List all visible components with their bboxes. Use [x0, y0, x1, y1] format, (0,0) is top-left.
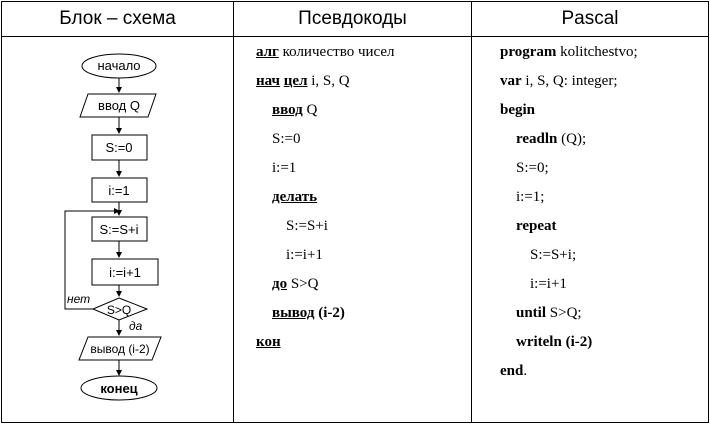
code-line: [256, 241, 471, 270]
code-text: количество чисел: [278, 44, 395, 60]
keyword: until: [516, 305, 547, 321]
code-text: i, S, Q: [307, 73, 350, 89]
keyword: алг: [256, 44, 279, 60]
code-line: [256, 154, 471, 183]
add-label: S:=S+i: [99, 222, 139, 237]
code-line: [256, 299, 471, 328]
keyword: writeln: [516, 334, 562, 350]
pseudocode-block: [234, 37, 471, 357]
code-line: [500, 299, 708, 328]
code-line: [500, 67, 708, 96]
keyword: var: [500, 73, 522, 89]
code-text: (i-2): [314, 305, 345, 321]
code-text: i:=1;: [516, 189, 545, 205]
header-pseudocode: Псевдокоды: [234, 2, 472, 37]
init-s-label: S:=0: [105, 140, 133, 155]
code-text: i:=1: [272, 160, 297, 176]
keyword: ввод: [272, 102, 303, 118]
code-line: [500, 212, 708, 241]
code-text: (Q);: [557, 131, 587, 147]
code-line: [500, 183, 708, 212]
keyword: begin: [500, 102, 536, 118]
code-line: [500, 241, 708, 270]
code-line: [256, 183, 471, 212]
end-label: конец: [100, 381, 138, 396]
code-line: [500, 125, 708, 154]
pseudocode-cell: [234, 37, 472, 423]
branch-no-label: нет: [67, 292, 91, 306]
comparison-table: [1, 1, 709, 423]
code-text: S:=S+i;: [530, 247, 577, 263]
code-text: (i-2): [561, 334, 593, 350]
code-line: [500, 270, 708, 299]
output-label: вывод (i-2): [90, 342, 150, 356]
code-text: i:=i+1: [286, 247, 323, 263]
code-text: S:=S+i: [286, 218, 328, 234]
code-line: [256, 212, 471, 241]
keyword: цел: [283, 73, 308, 89]
code-line: [256, 96, 471, 125]
code-line: [256, 125, 471, 154]
keyword: кон: [256, 334, 281, 350]
code-text: S:=0;: [516, 160, 549, 176]
code-line: [500, 328, 708, 357]
keyword: до: [272, 276, 288, 292]
keyword: делать: [272, 189, 318, 205]
code-line: [256, 67, 471, 96]
branch-yes-label: да: [129, 319, 143, 333]
condition-label: S>Q: [106, 303, 132, 317]
keyword: readln: [516, 131, 558, 147]
code-line: [256, 38, 471, 67]
code-text: i:=i+1: [530, 276, 567, 292]
flowchart-diagram: [2, 37, 233, 422]
code-line: [500, 357, 708, 386]
code-line: [500, 154, 708, 183]
flowchart-cell: [2, 37, 234, 423]
keyword: repeat: [516, 218, 557, 234]
code-text: Q: [302, 102, 318, 118]
header-row: [2, 2, 709, 37]
keyword: program: [500, 44, 557, 60]
inc-label: i:=i+1: [109, 265, 141, 280]
code-line: [256, 270, 471, 299]
header-pascal: Pascal: [472, 2, 709, 37]
init-i-label: i:=1: [108, 183, 130, 198]
keyword: нач: [256, 73, 281, 89]
start-label: начало: [97, 58, 141, 73]
content-row: [2, 37, 709, 423]
code-text: S:=0: [272, 131, 301, 147]
code-line: [500, 38, 708, 67]
code-text: S>Q: [287, 276, 319, 292]
code-text: S>Q;: [546, 305, 582, 321]
code-text: .: [523, 363, 528, 379]
keyword: end: [500, 363, 524, 379]
header-flowchart: Блок – схема: [2, 2, 234, 37]
code-text: kolitchestvo;: [556, 44, 638, 60]
input-label: ввод Q: [98, 98, 140, 113]
pascal-cell: [472, 37, 709, 423]
keyword: вывод: [272, 305, 315, 321]
pascal-block: [472, 37, 708, 386]
code-text: i, S, Q: integer;: [521, 73, 618, 89]
code-line: [256, 328, 471, 357]
code-line: [500, 96, 708, 125]
